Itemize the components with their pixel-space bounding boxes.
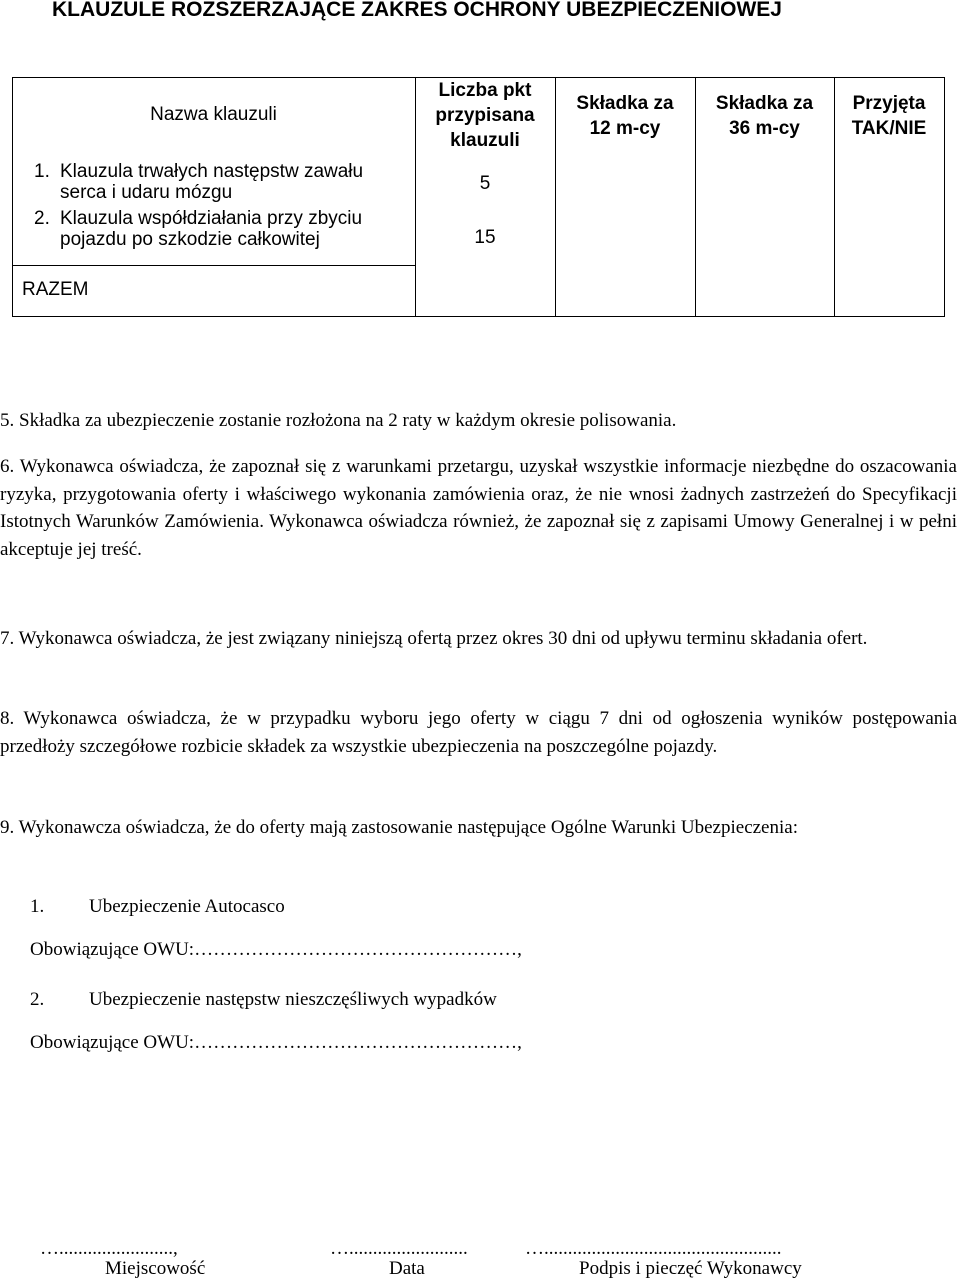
paragraph-8: 8. Wykonawca oświadcza, że w przypadku wyboru jego oferty w ciągu 7 dni od ogłoszenia wyników postępowania przedłoży szczegółowe rozbicie składek za wszystkie ubezpieczenia na poszczególne pojazdy.	[0, 708, 957, 757]
row-points: 5	[479, 173, 491, 194]
header-premium-12-line: Składka za	[576, 93, 674, 114]
header-premium-36-line: 36 m-cy	[729, 118, 800, 139]
owu-label: Obowiązujące OWU:	[30, 1032, 195, 1053]
row-clause-name: pojazdu po szkodzie całkowitej	[60, 229, 320, 250]
place-label: Miejscowość	[105, 1258, 206, 1279]
date-dots[interactable]: ….........................	[330, 1238, 468, 1259]
row-number: 1.	[34, 161, 50, 182]
total-label: RAZEM	[22, 279, 89, 300]
row-clause-name: Klauzula współdziałania przy zbyciu	[60, 208, 363, 229]
place-dots[interactable]: …........................,	[40, 1238, 178, 1259]
header-name: Nazwa klauzuli	[150, 104, 277, 125]
owu-name: Ubezpieczenie następstw nieszczęśliwych wypadków	[89, 989, 497, 1010]
header-points-line: klauzuli	[450, 130, 520, 151]
row-number: 2.	[34, 208, 50, 229]
header-accepted-line: Przyjęta	[852, 93, 926, 114]
owu-blank[interactable]: ……………………………………………,	[194, 939, 522, 960]
owu-label: Obowiązujące OWU:	[30, 939, 195, 960]
header-premium-12-line: 12 m-cy	[589, 118, 661, 139]
owu-name: Ubezpieczenie Autocasco	[89, 896, 285, 917]
owu-number: 1.	[30, 896, 45, 917]
paragraph-6: 6. Wykonawca oświadcza, że zapoznał się z warunkami przetargu, uzyskał wszystkie informacje niezbędne do oszacowania ryzyka, przygotowania oferty i właściwego wykonania zamówienia oraz, że nie wnosi żadnych zastrzeżeń do Specyfikacji Istotnych Warunków Zamówienia. Wykonawca oświadcza również, że zapoznał się z zapisami Umowy Generalnej i w pełni akceptuje jej treść.	[0, 456, 957, 560]
owu-item-1	[30, 896, 285, 918]
owu-number: 2.	[30, 989, 45, 1010]
row-points: 15	[474, 227, 496, 248]
header-premium-36	[695, 91, 834, 141]
header-points-line: przypisana	[435, 105, 535, 126]
owu-blank[interactable]: ……………………………………………,	[194, 1032, 522, 1053]
row-clause-name: serca i udaru mózgu	[60, 182, 233, 203]
owu-item-2	[30, 989, 497, 1011]
header-premium-12	[555, 91, 695, 141]
header-accepted-line: TAK/NIE	[851, 118, 927, 139]
header-points-line: Liczba pkt	[438, 80, 532, 101]
sign-label: Podpis i pieczęć Wykonawcy	[579, 1258, 802, 1279]
header-points	[415, 78, 555, 153]
date-label: Data	[389, 1258, 425, 1279]
header-premium-36-line: Składka za	[715, 93, 814, 114]
paragraph-5: 5. Składka za ubezpieczenie zostanie rozłożona na 2 raty w każdym okresie polisowania.	[0, 410, 677, 431]
page-title: KLAUZULE ROZSZERZAJĄCE ZAKRES OCHRONY UBEZPIECZENIOWEJ	[52, 0, 782, 21]
paragraph-7: 7. Wykonawca oświadcza, że jest związany niniejszą ofertą przez okres 30 dni od upływu terminu składania ofert.	[0, 628, 868, 649]
paragraph-9: 9. Wykonawcza oświadcza, że do oferty mają zastosowanie następujące Ogólne Warunki Ubezpieczenia:	[0, 817, 798, 838]
owu-field-2	[30, 1032, 522, 1054]
owu-field-1	[30, 939, 522, 961]
sign-dots[interactable]: …..................................................	[525, 1238, 782, 1259]
header-accepted	[834, 91, 944, 141]
row-clause-name: Klauzula trwałych następstw zawału	[60, 161, 364, 182]
